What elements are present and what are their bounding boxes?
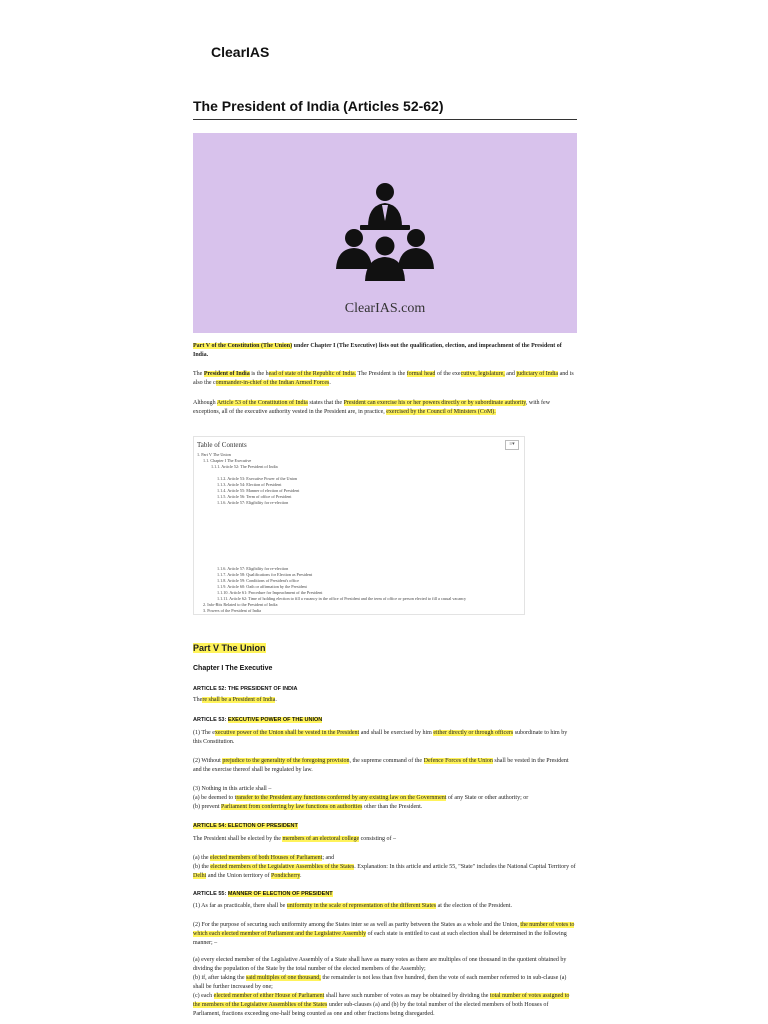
toc-item[interactable]: 2. Info-Bits Related to the President of India: [203, 602, 278, 607]
section-heading-chapter: Chapter I The Executive: [193, 665, 273, 672]
toc-spacer: [194, 506, 524, 566]
toc-item[interactable]: 1. Part V The Union: [197, 452, 231, 457]
toc-item[interactable]: 1.1.1. Article 52: The President of India: [211, 464, 278, 469]
toc-item[interactable]: 1.1.5. Article 56: Term of office of President: [217, 494, 292, 499]
article-53: ARTICLE 53: EXECUTIVE POWER OF THE UNION (1) The executive power of the Union shall be vested in the President and shall be exercised by him either directly or through officers subordinate to him by this Constitution. (2) Without prejudice to the generality of the foregoing provision, the supreme command of the Defence Forces of the Union shall be vested in the President and the exercise thereof shall be regulated by law. (3) Nothing in this article shall – (a) be deemed to transfer to the President any functions conferred by any existing law on the Government of any State or other authority; or (b) prevent Parliament from conferring by law functions on authorities other than the President.: [193, 716, 577, 812]
toc-item[interactable]: 1.1.11. Article 62: Time of holding election to fill a vacancy in the office of President and the term of office or person elected to fill a casual vacancy: [217, 596, 467, 601]
article-54-heading: ARTICLE 54: ELECTION OF PRESIDENT: [193, 823, 298, 829]
site-logo-text[interactable]: ClearIAS: [211, 44, 270, 60]
toc-item[interactable]: 1.1.6. Article 57: Eligibility for re-election: [217, 566, 289, 571]
hero-image: [193, 133, 577, 333]
toc-toggle-button[interactable]: ≡▾: [505, 440, 519, 450]
article-54: ARTICLE 54: ELECTION OF PRESIDENT The President shall be elected by the members of an electoral college consisting of – (a) the elected members of both Houses of Parliament; and (b) the elected members of the Legislative Assemblies of the States. Explanation: In this article and article 55, "State" includes the National Capital Territory of Delhi and the Union territory of Pondicherry.: [193, 823, 576, 879]
toc-item[interactable]: 1.1.8. Article 59: Conditions of President's office: [217, 578, 299, 583]
toc-item[interactable]: 1.1.7. Article 58: Qualifications for Election as President: [217, 572, 313, 577]
toc-item[interactable]: 1.1.6. Article 57: Eligibility for re-election: [217, 500, 289, 505]
toc-list-top: [197, 452, 524, 506]
toc-item[interactable]: 1.1.2. Article 53: Executive Power of the Union: [217, 476, 298, 481]
section-heading-part: Part V The Union: [193, 643, 266, 653]
toc-item[interactable]: 1.1.10. Article 61: Procedure for Impeachment of the President: [217, 590, 323, 595]
intro-paragraph-2: The President of India is the head of state of the Republic of India. The President is the formal head of the executive, legislature, and judiciary of India and is also the commander-in-chief of the Indian Armed Forces.: [193, 371, 574, 386]
hero-caption: ClearIAS.com: [344, 301, 426, 316]
toc-title: Table of Contents: [197, 441, 247, 449]
toc-item[interactable]: 3. Powers of the President of India: [203, 608, 262, 613]
article-52-heading: ARTICLE 52: THE PRESIDENT OF INDIA: [193, 686, 298, 692]
title-divider: [193, 119, 577, 120]
article-53-heading: ARTICLE 53: EXECUTIVE POWER OF THE UNION: [193, 717, 323, 723]
table-of-contents: [193, 436, 525, 615]
intro-paragraph-1: Part V of the Constitution (The Union) under Chapter I (The Executive) lists out the qualification, election, and impeachment of the President of India.: [193, 343, 562, 358]
intro-paragraph-3: Although Article 53 of the Constitution of India states that the President can exercise his or her powers directly or by subordinate authority, with few exceptions, all of the executive authority vested in the President are, in practice, exercised by the Council of Ministers (CoM).: [193, 400, 551, 415]
article-55-heading: ARTICLE 55: MANNER OF ELECTION OF PRESIDENT: [193, 891, 333, 897]
toc-list-bottom: [197, 566, 524, 614]
toc-item[interactable]: 1.1. Chapter I The Executive: [203, 458, 252, 463]
article-55: ARTICLE 55: MANNER OF ELECTION OF PRESIDENT (1) As far as practicable, there shall be uniformity in the scale of representation of the different States at the election of the President. (2) For the purpose of securing such uniformity among the States inter se as well as parity between the States as a whole and the Union, the number of votes to which each elected member of Parliament and the Legislative Assembly of each state is entitled to cast at such election shall be determined in the following manner; – (a) every elected member of the Legislative Assembly of a State shall have as many votes as there are multiples of one thousand in the quotient obtained by dividing the population of the State by the total number of the elected members of the Assembly; (b) if, after taking the said multiples of one thousand, the remainder is not less than five hundred, then the vote of each member referred to in sub-clause (a) shall be further increased by one; (c) each elected member of either House of Parliament shall have such number of votes as may be obtained by dividing the total number of votes assigned to the members of the Legislative Assemblies of the States under sub-clauses (a) and (b) by the total number of the elected members of both Houses of Parliament, fractions exceeding one-half being counted as one and other fractions being disregarded.: [193, 890, 577, 1019]
article-52: ARTICLE 52: THE PRESIDENT OF INDIA There shall be a President of India.: [193, 685, 577, 705]
audience-presenter-icon: [330, 181, 440, 286]
toc-item[interactable]: 1.1.3. Article 54: Election of President: [217, 482, 282, 487]
toc-item[interactable]: 1.1.9. Article 60: Oath or affirmation by the President: [217, 584, 307, 589]
toc-item[interactable]: 1.1.4. Article 55: Manner of election of President: [217, 488, 300, 493]
page-title: The President of India (Articles 52-62): [193, 98, 444, 114]
